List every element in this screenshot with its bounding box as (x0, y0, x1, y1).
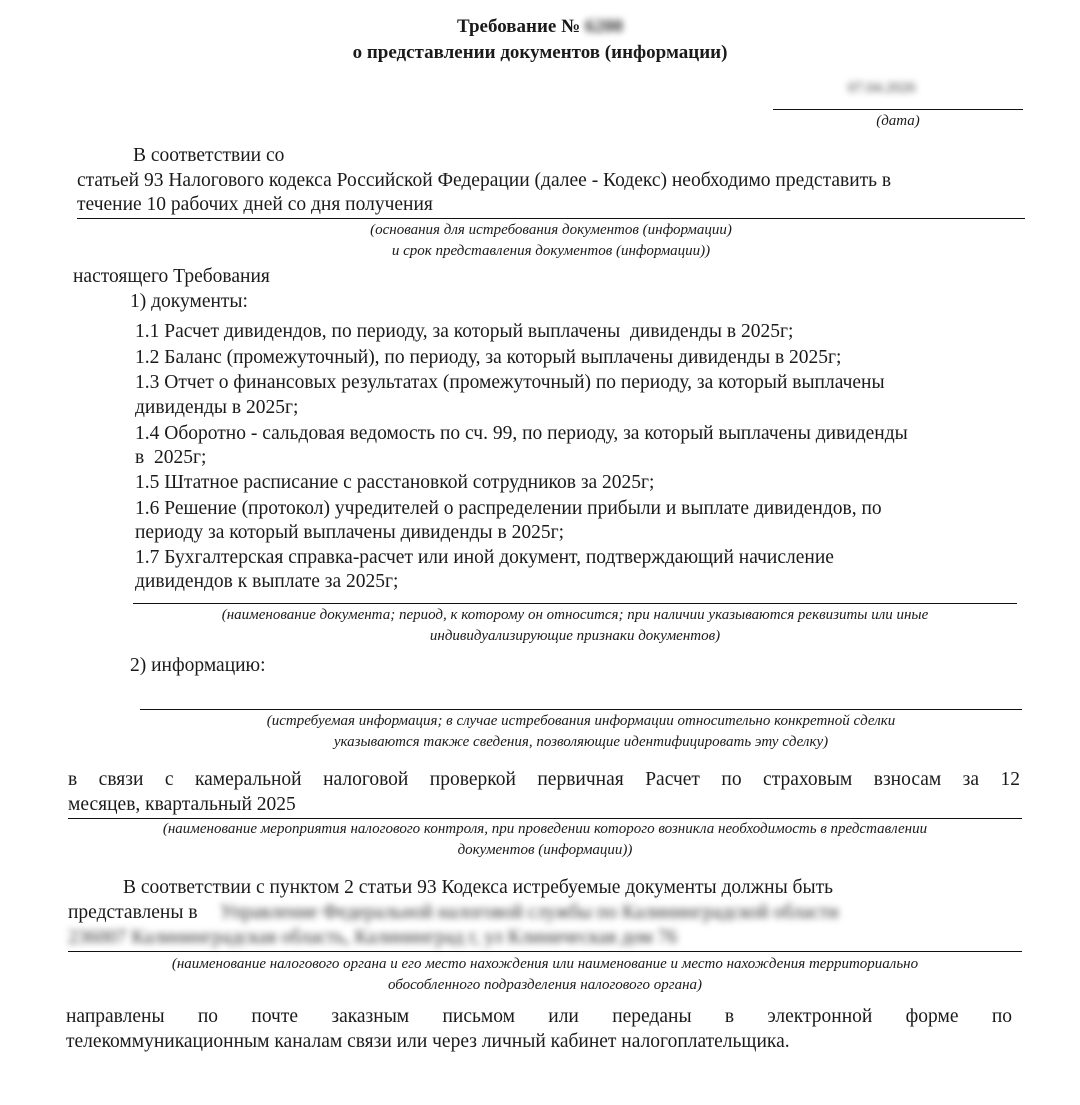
document-subtitle: о представлении документов (информации) (352, 42, 728, 63)
document-item: дивиденды в 2025г; (135, 397, 299, 418)
basis-line-1: В соответствии со (133, 145, 285, 166)
authority-caption-2: обособленного подразделения налогового органа) (387, 977, 703, 993)
authority-caption-1: (наименование налогового органа и его место нахождения или наименование и место нахождения территориально (171, 956, 919, 972)
date-value: 07.04.2026 (848, 80, 916, 96)
document-item: периоду за который выплачены дивиденды в 2025г; (135, 522, 565, 543)
information-caption-1: (истребуемая информация; в случае истребования информации относительно конкретной сделки (266, 713, 896, 729)
document-title (0, 16, 1080, 38)
requirement-line: настоящего Требования (73, 266, 270, 287)
document-item: 1.5 Штатное расписание с расстановкой сотрудников за 2025г; (135, 472, 655, 493)
tax-authority-name: Управление Федеральной налоговой службы по Калининградской области (220, 902, 839, 923)
documents-caption-1: (наименование документа; период, к которому он относится; при наличии указываются реквизиты или иные (221, 607, 929, 623)
document-item: 1.3 Отчет о финансовых результатах (промежуточный) по периоду, за который выплачены (135, 372, 885, 393)
information-heading: 2) информацию: (130, 655, 266, 676)
documents-caption-2: индивидуализирующие признаки документов) (429, 628, 721, 644)
authority-rule (68, 951, 1022, 952)
document-item: в 2025г; (135, 447, 207, 468)
document-item: 1.2 Баланс (промежуточный), по периоду, за который выплачены дивиденды в 2025г; (135, 347, 842, 368)
audit-line-2: месяцев, квартальный 2025 (68, 794, 296, 815)
audit-line-1: в связи с камеральной налоговой проверкой первичная Расчет по страховым взносам за 12 (68, 769, 1020, 790)
basis-caption-1: (основания для истребования документов (информации) (370, 222, 732, 238)
basis-line-3: течение 10 рабочих дней со дня получения (77, 194, 433, 215)
audit-caption-2: документов (информации)) (457, 842, 633, 858)
delivery-line-1: направлены по почте заказным письмом или переданы в электронной форме по (66, 1006, 1012, 1027)
date-caption: (дата) (876, 113, 920, 129)
document-item: 1.6 Решение (протокол) учредителей о распределении прибыли и выплате дивидендов, по (135, 498, 882, 519)
document-item: 1.7 Бухгалтерская справка-расчет или иной документ, подтверждающий начисление (135, 547, 834, 568)
authority-line-2-prefix: представлены в (68, 902, 198, 923)
documents-heading: 1) документы: (130, 291, 248, 312)
basis-line-2: статьей 93 Налогового кодекса Российской Федерации (далее - Кодекс) необходимо представить в (77, 170, 892, 191)
basis-rule (77, 218, 1025, 219)
delivery-line-2: телекоммуникационным каналам связи или через личный кабинет налогоплательщика. (66, 1031, 790, 1052)
document-item: 1.1 Расчет дивидендов, по периоду, за который выплачены дивиденды в 2025г; (135, 321, 794, 342)
basis-caption-2: и срок представления документов (информации)) (391, 243, 711, 259)
information-rule (140, 709, 1022, 710)
date-rule (773, 109, 1023, 110)
document-item: дивидендов к выплате за 2025г; (135, 571, 399, 592)
documents-rule (133, 603, 1017, 604)
audit-caption-1: (наименование мероприятия налогового контроля, при проведении которого возникла необходимость в представлении (162, 821, 928, 837)
authority-line-1: В соответствии с пунктом 2 статьи 93 Кодекса истребуемые документы должны быть (123, 877, 833, 898)
tax-authority-address: 236007 Калининградская область, Калининград г, ул Клиническая дом 76 (68, 927, 678, 948)
request-number: 6200 (584, 16, 623, 37)
information-caption-2: указываются также сведения, позволяющие идентифицировать эту сделку) (333, 734, 829, 750)
document-item: 1.4 Оборотно - сальдовая ведомость по сч. 99, по периоду, за который выплачены дивиденды (135, 423, 908, 444)
title-prefix: Требование № (457, 16, 581, 37)
